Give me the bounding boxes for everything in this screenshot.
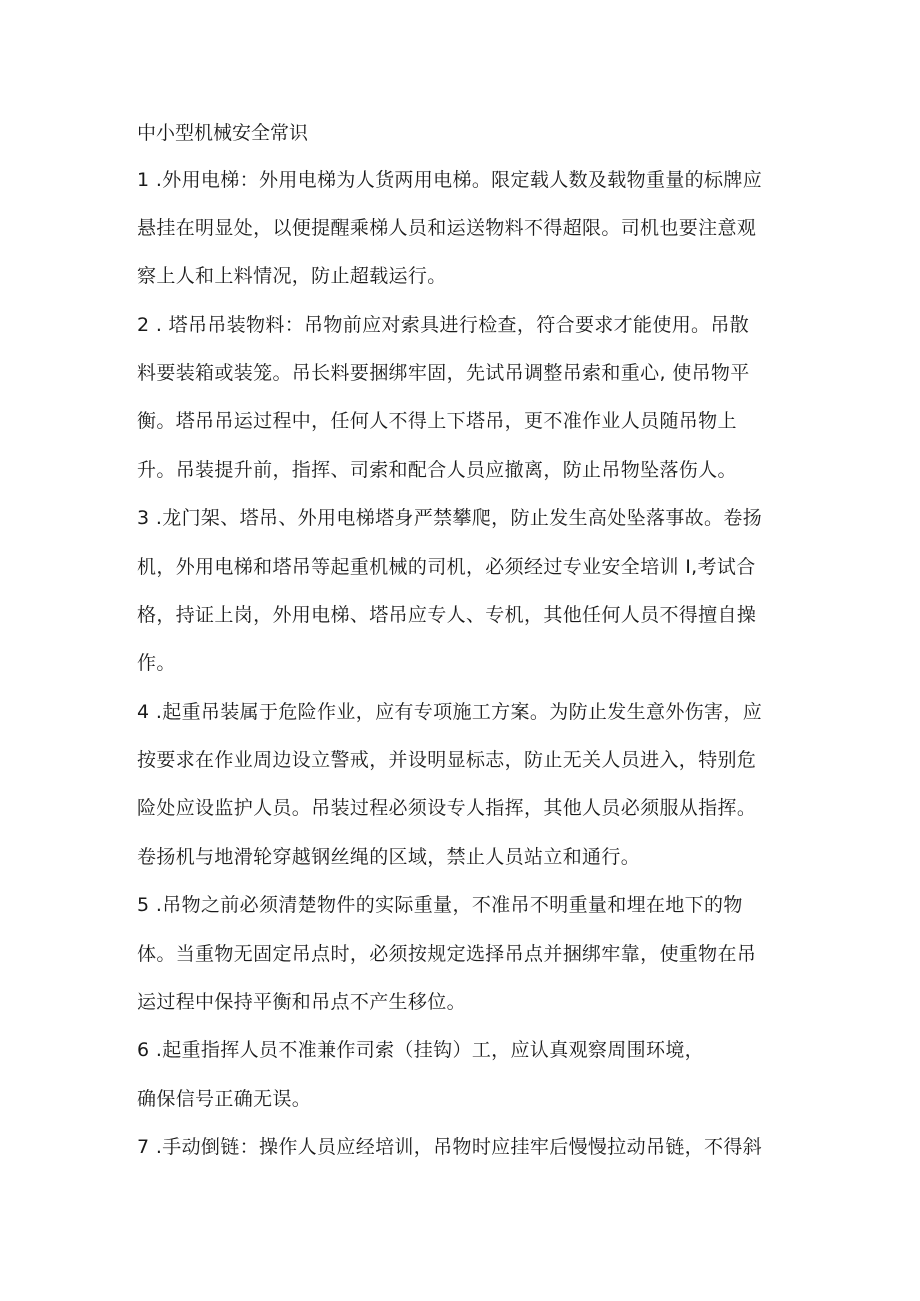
- text-line-2: 悬挂在明显处，以便提醒乘梯人员和运送物料不得超限。司机也要注意观: [137, 217, 757, 239]
- text-line-16: 5 .吊物之前必须清楚物件的实际重量，不准吊不明重量和埋在地下的物: [137, 894, 743, 916]
- text-line-7: 升。吊装提升前，指挥、司索和配合人员应撤离，防止吊物坠落伤人。: [137, 459, 737, 481]
- text-line-10: 格，持证上岗，外用电梯、塔吊应专人、专机，其他任何人员不得擅自操: [137, 604, 757, 626]
- text-line-20: 确保信号正确无误。: [137, 1088, 312, 1110]
- text-line-1: 1 .外用电梯：外用电梯为人货两用电梯。限定载人数及载物重量的标牌应: [137, 169, 763, 191]
- text-line-5: 料要装箱或装笼。吊长料要捆绑牢固，先试吊调整吊索和重心, 使吊物平: [137, 362, 750, 384]
- text-line-14: 险处应设监护人员。吊装过程必须设专人指挥，其他人员必须服从指挥。: [137, 797, 757, 819]
- text-line-6: 衡。塔吊吊运过程中，任何人不得上下塔吊，更不准作业人员随吊物上: [137, 410, 737, 432]
- text-line-17: 体。当重物无固定吊点时，必须按规定选择吊点并捆绑牢靠，使重物在吊: [137, 943, 757, 965]
- text-line-19: 6 .起重指挥人员不准兼作司索（挂钩）工，应认真观察周围环境，: [137, 1039, 705, 1061]
- text-line-9: 机，外用电梯和塔吊等起重机械的司机，必须经过专业安全培训 I,考试合: [137, 556, 756, 578]
- text-line-12: 4 .起重吊装属于危险作业，应有专项施工方案。为防止发生意外伤害，应: [137, 701, 763, 723]
- document-title: 中小型机械安全常识: [137, 122, 309, 144]
- text-line-3: 察上人和上料情况，防止超载运行。: [137, 265, 447, 287]
- text-line-15: 卷扬机与地滑轮穿越钢丝绳的区域，禁止人员站立和通行。: [137, 846, 641, 868]
- text-line-18: 运过程中保持平衡和吊点不产生移位。: [137, 991, 466, 1013]
- text-line-11: 作。: [137, 652, 176, 674]
- text-line-4: 2 . 塔吊吊装物料：吊物前应对索具进行检查，符合要求才能使用。吊散: [137, 314, 750, 336]
- text-line-13: 按要求在作业周边设立警戒，并设明显标志，防止无关人员进入，特别危: [137, 749, 757, 771]
- text-line-21: 7 .手动倒链：操作人员应经培训，吊物时应挂牢后慢慢拉动吊链，不得斜: [137, 1136, 763, 1158]
- text-line-8: 3 .龙门架、塔吊、外用电梯塔身严禁攀爬，防止发生高处坠落事故。卷扬: [137, 507, 763, 529]
